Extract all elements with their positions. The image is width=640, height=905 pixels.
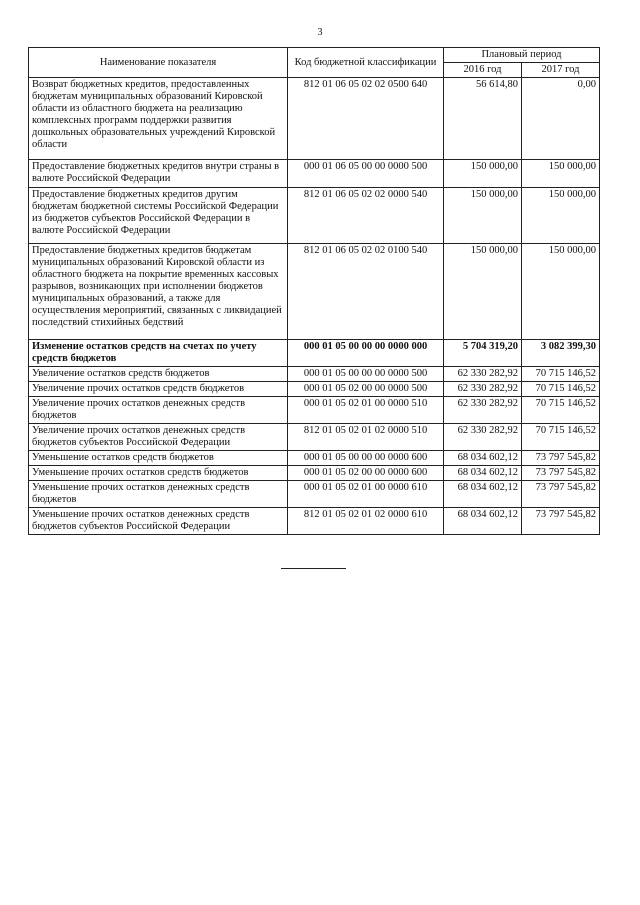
- row-name: Уменьшение прочих остатков денежных средств бюджетов: [29, 481, 288, 508]
- row-code: 000 01 05 00 00 00 0000 000: [288, 340, 444, 367]
- header-year-2017: 2017 год: [522, 63, 600, 78]
- row-name: Предоставление бюджетных кредитов внутри страны в валюте Российской Федерации: [29, 160, 288, 188]
- table-row: [29, 160, 600, 188]
- table-header: [29, 48, 600, 78]
- row-value-2017: 3 082 399,30: [522, 340, 600, 367]
- row-code: 000 01 05 02 01 00 0000 510: [288, 397, 444, 424]
- row-value-2016: 62 330 282,92: [444, 367, 522, 382]
- row-code: 000 01 05 00 00 00 0000 600: [288, 451, 444, 466]
- row-name: Уменьшение прочих остатков денежных средств бюджетов субъектов Российской Федерации: [29, 508, 288, 535]
- end-divider: [281, 568, 346, 569]
- table-row: [29, 188, 600, 244]
- table-row: [29, 481, 600, 508]
- budget-table: [28, 47, 600, 535]
- row-value-2016: 150 000,00: [444, 160, 522, 188]
- table-row: [29, 466, 600, 481]
- row-value-2017: 73 797 545,82: [522, 481, 600, 508]
- header-name: Наименование показателя: [29, 48, 288, 78]
- table-body: [29, 78, 600, 535]
- table-row: [29, 382, 600, 397]
- row-value-2017: 73 797 545,82: [522, 466, 600, 481]
- row-code: 812 01 06 05 02 02 0000 540: [288, 188, 444, 244]
- row-name: Уменьшение прочих остатков средств бюджетов: [29, 466, 288, 481]
- row-value-2016: 56 614,80: [444, 78, 522, 160]
- table-row: [29, 508, 600, 535]
- row-value-2017: 73 797 545,82: [522, 451, 600, 466]
- row-value-2016: 62 330 282,92: [444, 397, 522, 424]
- row-name: Уменьшение остатков средств бюджетов: [29, 451, 288, 466]
- row-value-2016: 150 000,00: [444, 188, 522, 244]
- header-period: Плановый период: [444, 48, 600, 63]
- row-value-2016: 68 034 602,12: [444, 481, 522, 508]
- row-name: Возврат бюджетных кредитов, предоставленных бюджетам муниципальных образований Кировской области из областного бюджета на реализацию комплексных программ поддержки развития дошкольных образовательных учреждений Кировской области: [29, 78, 288, 160]
- row-value-2016: 68 034 602,12: [444, 466, 522, 481]
- header-code: Код бюджетной классификации: [288, 48, 444, 78]
- row-name: Предоставление бюджетных кредитов бюджетам муниципальных образований Кировской области из областного бюджета на покрытие временных кассовых разрывов, возникающих при исполнении бюджетов муниципальных образований, а также для осуществления мероприятий, связанных с ликвидацией последствий стихийных бедствий: [29, 244, 288, 340]
- row-name: Увеличение прочих остатков средств бюджетов: [29, 382, 288, 397]
- table-row: [29, 424, 600, 451]
- row-value-2017: 70 715 146,52: [522, 397, 600, 424]
- row-code: 000 01 05 02 00 00 0000 500: [288, 382, 444, 397]
- table-row: [29, 244, 600, 340]
- table-row: [29, 367, 600, 382]
- table-row: [29, 78, 600, 160]
- row-value-2017: 150 000,00: [522, 160, 600, 188]
- row-code: 812 01 06 05 02 02 0100 540: [288, 244, 444, 340]
- row-name: Увеличение прочих остатков денежных средств бюджетов субъектов Российской Федерации: [29, 424, 288, 451]
- row-code: 000 01 06 05 00 00 0000 500: [288, 160, 444, 188]
- row-value-2017: 70 715 146,52: [522, 382, 600, 397]
- row-value-2017: 70 715 146,52: [522, 367, 600, 382]
- row-code: 000 01 05 02 00 00 0000 600: [288, 466, 444, 481]
- row-value-2017: 70 715 146,52: [522, 424, 600, 451]
- row-code: 812 01 06 05 02 02 0500 640: [288, 78, 444, 160]
- row-value-2017: 150 000,00: [522, 244, 600, 340]
- row-name: Увеличение остатков средств бюджетов: [29, 367, 288, 382]
- row-value-2017: 73 797 545,82: [522, 508, 600, 535]
- row-value-2016: 5 704 319,20: [444, 340, 522, 367]
- row-code: 000 01 05 02 01 00 0000 610: [288, 481, 444, 508]
- header-year-2016: 2016 год: [444, 63, 522, 78]
- row-code: 812 01 05 02 01 02 0000 510: [288, 424, 444, 451]
- table-row: [29, 397, 600, 424]
- row-value-2016: 68 034 602,12: [444, 451, 522, 466]
- row-value-2016: 62 330 282,92: [444, 382, 522, 397]
- row-name: Увеличение прочих остатков денежных средств бюджетов: [29, 397, 288, 424]
- row-code: 812 01 05 02 01 02 0000 610: [288, 508, 444, 535]
- row-value-2017: 0,00: [522, 78, 600, 160]
- table-row: [29, 451, 600, 466]
- row-value-2016: 68 034 602,12: [444, 508, 522, 535]
- row-code: 000 01 05 00 00 00 0000 500: [288, 367, 444, 382]
- row-name: Изменение остатков средств на счетах по учету средств бюджетов: [29, 340, 288, 367]
- row-value-2016: 150 000,00: [444, 244, 522, 340]
- page-number: 3: [317, 27, 323, 38]
- row-name: Предоставление бюджетных кредитов другим бюджетам бюджетной системы Российской Федерации из бюджетов субъектов Российской Федерации в валюте Российской Федерации: [29, 188, 288, 244]
- row-value-2016: 62 330 282,92: [444, 424, 522, 451]
- row-value-2017: 150 000,00: [522, 188, 600, 244]
- table-row: [29, 340, 600, 367]
